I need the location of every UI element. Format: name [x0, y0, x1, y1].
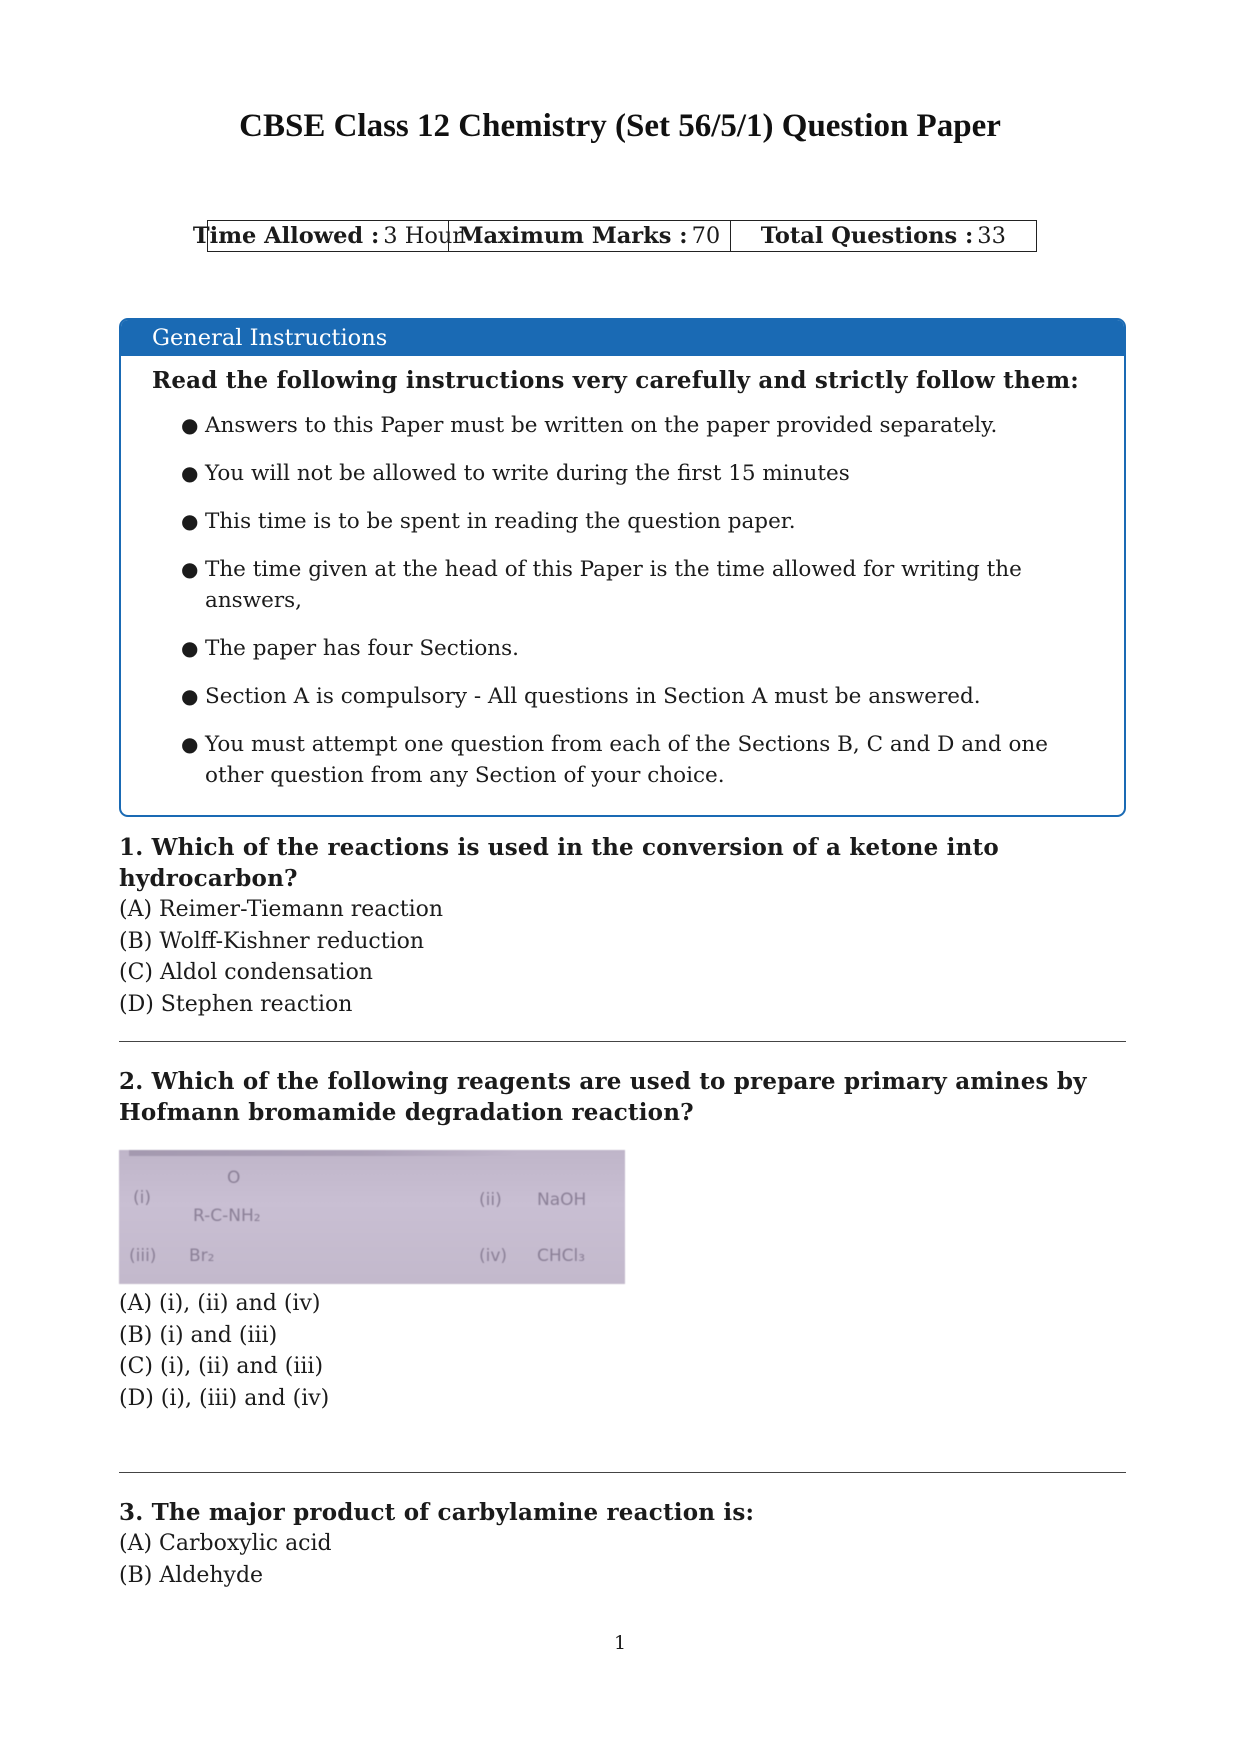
option-c: (C) (i), (ii) and (iii) [119, 1354, 324, 1379]
bullet-icon: ● [181, 684, 199, 708]
time-allowed-label: Time Allowed : [192, 223, 380, 249]
section-divider [119, 1041, 1126, 1042]
instruction-item: ● You will not be allowed to write during the first 15 minutes [205, 458, 1064, 489]
reagent-label-iv: (iv) [479, 1246, 508, 1266]
bullet-icon: ● [181, 636, 199, 660]
reagent-formula-iv: CHCl₃ [537, 1246, 586, 1266]
question-2 [119, 1066, 1129, 1414]
option-b: (B) Wolff-Kishner reduction [119, 928, 425, 954]
total-questions-cell [731, 221, 1036, 251]
instruction-item: ● The paper has four Sections. [205, 633, 1064, 664]
maximum-marks-value: 70 [691, 223, 721, 249]
bullet-icon: ● [181, 461, 199, 485]
exam-meta-table [192, 220, 1037, 252]
instruction-item: ● The time given at the head of this Paper is the time allowed for writing the answers, [205, 554, 1064, 616]
time-allowed-value: 3 Hour [383, 223, 464, 249]
time-allowed-cell [192, 221, 464, 251]
bullet-icon: ● [181, 413, 199, 437]
reagent-label-ii: (ii) [479, 1190, 502, 1210]
option-a: (A) Carboxylic acid [119, 1531, 332, 1556]
instruction-item: ● This time is to be spent in reading the question paper. [205, 506, 1064, 537]
option-d: (D) Stephen reaction [119, 991, 353, 1017]
instruction-item: ● Section A is compulsory - All questions in Section A must be answered. [205, 681, 1064, 712]
question-text: 2. Which of the following reagents are used to prepare primary amines by Hofmann bromamide degradation reaction? [119, 1068, 1087, 1126]
maximum-marks-cell [449, 221, 731, 251]
instructions-header: General Instructions [121, 320, 1124, 356]
reagent-formula-i: R-C-NH₂ [193, 1206, 261, 1226]
question-1 [119, 832, 1129, 1020]
general-instructions-box [119, 318, 1126, 817]
page-title: CBSE Class 12 Chemistry (Set 56/5/1) Question Paper [239, 108, 1001, 144]
option-d: (D) (i), (iii) and (iv) [119, 1385, 330, 1411]
section-divider [119, 1472, 1126, 1473]
maximum-marks-label: Maximum Marks : [458, 223, 688, 249]
option-a: (A) (i), (ii) and (iv) [119, 1291, 321, 1316]
reagent-label-i: (i) [133, 1188, 151, 1208]
page-number: 1 [613, 1632, 627, 1654]
bullet-icon: ● [181, 732, 199, 756]
bullet-icon: ● [181, 509, 199, 533]
option-b: (B) (i) and (iii) [119, 1322, 278, 1348]
reagent-formula-ii: NaOH [537, 1190, 587, 1210]
total-questions-value: 33 [977, 223, 1006, 249]
reagent-oxygen: O [227, 1168, 241, 1188]
reagent-formula-iii: Br₂ [189, 1246, 215, 1266]
instructions-lead: Read the following instructions very carefully and strictly follow them: [152, 367, 1079, 394]
question-text: 3. The major product of carbylamine reaction is: [119, 1499, 755, 1526]
bullet-icon: ● [181, 557, 199, 581]
option-a: (A) Reimer-Tiemann reaction [119, 897, 444, 922]
question-3 [119, 1497, 1129, 1591]
question-text: 1. Which of the reactions is used in the conversion of a ketone into hydrocarbon? [119, 834, 999, 892]
instructions-list [121, 410, 1124, 791]
total-questions-label: Total Questions : [760, 223, 974, 249]
reagents-image [119, 1150, 625, 1284]
instruction-item: ● You must attempt one question from each of the Sections B, C and D and one other question from any Section of your choice. [205, 729, 1064, 791]
option-b: (B) Aldehyde [119, 1562, 264, 1588]
reagent-label-iii: (iii) [129, 1246, 157, 1266]
instruction-item: ● Answers to this Paper must be written on the paper provided separately. [205, 410, 1064, 441]
option-c: (C) Aldol condensation [119, 960, 373, 985]
